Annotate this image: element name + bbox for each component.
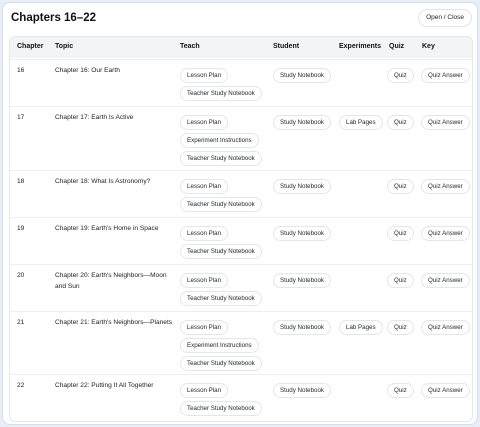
key-link[interactable]: Quiz Answer — [421, 320, 470, 335]
table-row — [10, 106, 472, 170]
student-link[interactable]: Study Notebook — [273, 383, 331, 398]
quiz-link[interactable]: Quiz — [387, 115, 414, 130]
teach-link[interactable]: Teacher Study Notebook — [180, 401, 262, 416]
chapter-number: 16 — [17, 67, 25, 74]
teach-link[interactable]: Teacher Study Notebook — [180, 291, 262, 306]
teach-link[interactable]: Teacher Study Notebook — [180, 244, 262, 259]
teach-link[interactable]: Lesson Plan — [180, 115, 228, 130]
experiments-link[interactable]: Lab Pages — [339, 115, 383, 130]
column-header-topic: Topic — [55, 43, 74, 50]
teach-link[interactable]: Experiment Instructions — [180, 338, 259, 353]
table-row — [10, 59, 472, 106]
teach-link[interactable]: Lesson Plan — [180, 320, 228, 335]
teach-link[interactable]: Lesson Plan — [180, 68, 228, 83]
quiz-link[interactable]: Quiz — [387, 226, 414, 241]
column-header-experiments: Experiments — [339, 43, 382, 50]
chapters-card — [2, 2, 478, 425]
teach-link[interactable]: Teacher Study Notebook — [180, 197, 262, 212]
quiz-link[interactable]: Quiz — [387, 273, 414, 288]
student-link[interactable]: Study Notebook — [273, 68, 331, 83]
column-header-quiz: Quiz — [389, 43, 405, 50]
column-header-student: Student — [273, 43, 300, 50]
table-header — [10, 37, 472, 58]
chapter-number: 18 — [17, 178, 25, 185]
key-link[interactable]: Quiz Answer — [421, 179, 470, 194]
quiz-link[interactable]: Quiz — [387, 179, 414, 194]
teach-link[interactable]: Lesson Plan — [180, 273, 228, 288]
student-link[interactable]: Study Notebook — [273, 320, 331, 335]
topic-text: Chapter 17: Earth Is Active — [55, 114, 134, 121]
teach-link[interactable]: Teacher Study Notebook — [180, 151, 262, 166]
table-row — [10, 374, 472, 422]
student-link[interactable]: Study Notebook — [273, 226, 331, 241]
key-link[interactable]: Quiz Answer — [421, 273, 470, 288]
teach-link[interactable]: Lesson Plan — [180, 383, 228, 398]
teach-link[interactable]: Teacher Study Notebook — [180, 86, 262, 101]
teach-link[interactable]: Lesson Plan — [180, 226, 228, 241]
table-row — [10, 170, 472, 217]
key-link[interactable]: Quiz Answer — [421, 383, 470, 398]
topic-text: Chapter 18: What Is Astronomy? — [55, 178, 151, 185]
chapter-number: 21 — [17, 319, 25, 326]
topic-text: Chapter 20: Earth's Neighbors—Moon — [55, 272, 167, 279]
table-row — [10, 217, 472, 264]
topic-text: Chapter 21: Earth's Neighbors—Planets — [55, 319, 173, 326]
key-link[interactable]: Quiz Answer — [421, 115, 470, 130]
column-header-chapter: Chapter — [17, 43, 44, 50]
chapter-number: 22 — [17, 382, 25, 389]
key-link[interactable]: Quiz Answer — [421, 68, 470, 83]
teach-link[interactable]: Experiment Instructions — [180, 133, 259, 148]
key-link[interactable]: Quiz Answer — [421, 226, 470, 241]
student-link[interactable]: Study Notebook — [273, 273, 331, 288]
quiz-link[interactable]: Quiz — [387, 320, 414, 335]
quiz-link[interactable]: Quiz — [387, 68, 414, 83]
topic-text: Chapter 22: Putting It All Together — [55, 382, 154, 389]
topic-text: and Sun — [55, 283, 80, 290]
student-link[interactable]: Study Notebook — [273, 179, 331, 194]
table-row — [10, 311, 472, 374]
chapter-number: 19 — [17, 225, 25, 232]
column-header-teach: Teach — [180, 43, 200, 50]
topic-text: Chapter 19: Earth's Home in Space — [55, 225, 159, 232]
section-title: Chapters 16–22 — [11, 12, 97, 24]
table-row — [10, 264, 472, 311]
quiz-link[interactable]: Quiz — [387, 383, 414, 398]
student-link[interactable]: Study Notebook — [273, 115, 331, 130]
teach-link[interactable]: Lesson Plan — [180, 179, 228, 194]
chapter-number: 17 — [17, 114, 25, 121]
chapter-number: 20 — [17, 272, 25, 279]
teach-link[interactable]: Teacher Study Notebook — [180, 356, 262, 371]
column-header-key: Key — [422, 43, 435, 50]
open-close-button[interactable]: Open / Close — [418, 9, 472, 27]
chapters-table — [9, 36, 473, 422]
experiments-link[interactable]: Lab Pages — [339, 320, 383, 335]
topic-text: Chapter 16: Our Earth — [55, 67, 120, 74]
